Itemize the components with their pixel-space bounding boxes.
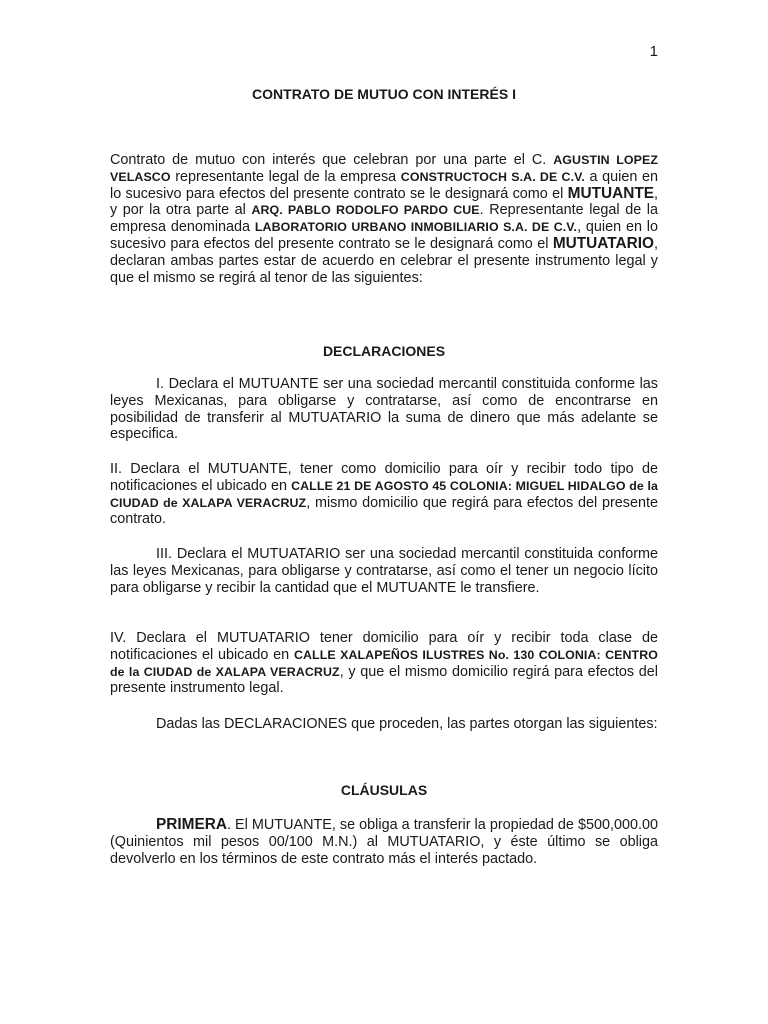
declaraciones-heading: DECLARACIONES <box>322 343 446 359</box>
mutuante-role: MUTUANTE <box>567 184 654 202</box>
declaraciones-closing: Dadas las DECLARACIONES que proceden, las partes otorgan las siguientes: <box>156 716 658 732</box>
intro-paragraph: Contrato de mutuo con interés que celebran por una parte el C. AGUSTIN LOPEZ VELASCO representante legal de la empresa CONSTRUCTOCH S.A. DE C.V. a quien en lo sucesivo para efectos del presente contrato se le designará como el MUTUANTE, y por la otra parte al ARQ. PABLO RODOLFO PARDO CUE. Representante legal de la empresa denominada LABORATORIO URBANO INMOBILIARIO S.A. DE C.V., quien en lo sucesivo para efectos del presente contrato se le designará como el MUTUATARIO, declaran ambas partes estar de acuerdo en celebrar el presente instrumento legal y que el mismo se regirá al tenor de las siguientes: <box>110 152 659 286</box>
clausulas-heading: CLÁUSULAS <box>340 782 428 798</box>
document-title: CONTRATO DE MUTUO CON INTERÉS I <box>252 86 516 102</box>
declaracion-i: I. Declara el MUTUANTE ser una sociedad mercantil constituida conforme las leyes Mexicanas, para obligarse y contratarse, así como de encontrarse en posibilidad de transferir al MUTUATARIO la suma de dinero que más adelante se especifica. <box>110 376 658 443</box>
mutuante-name: AGUSTIN LOPEZ VELASCO <box>110 153 658 184</box>
mutuante-company: CONSTRUCTOCH S.A. DE C.V. <box>400 169 585 184</box>
declaracion-iii: III. Declara el MUTUATARIO ser una sociedad mercantil constituida conforme las leyes Mexicanas, para obligarse y contratarse, así como el tener un negocio lícito para obligarse y recibir la cantidad que el MUTUANTE le transfiere. <box>110 546 658 596</box>
mutuatario-name: ARQ. PABLO RODOLFO PARDO CUE <box>251 203 480 218</box>
clausula-primera: PRIMERA. El MUTUANTE, se obliga a transferir la propiedad de $500,000.00 (Quinientos mil pesos 00/100 M.N.) al MUTUATARIO, y éste último se obliga devolverlo en los términos de este contrato más el interés pactado. <box>110 816 658 867</box>
declaracion-iv: IV. Declara el MUTUATARIO tener domicilio para oír y recibir toda clase de notificaciones el ubicado en CALLE XALAPEÑOS ILUSTRES No. 130 COLONIA: CENTRO de la CIUDAD de XALAPA VERACRUZ, y que el mismo domicilio regirá para efectos del presente instrumento legal. <box>110 630 658 697</box>
mutuatario-company: LABORATORIO URBANO INMOBILIARIO S.A. DE C.V. <box>254 220 578 235</box>
declaracion-ii: II. Declara el MUTUANTE, tener como domicilio para oír y recibir todo tipo de notificaciones el ubicado en CALLE 21 DE AGOSTO 45 COLONIA: MIGUEL HIDALGO de la CIUDAD de XALAPA VERACRUZ, mismo domicilio que regirá para efectos del presente contrato. <box>110 461 659 528</box>
clausula-primera-label: PRIMERA <box>156 816 227 833</box>
mutuante-address: CALLE 21 DE AGOSTO 45 COLONIA: MIGUEL HIDALGO de la CIUDAD de XALAPA VERACRUZ <box>110 478 658 510</box>
mutuatario-role: MUTUATARIO <box>552 234 654 252</box>
mutuatario-address: CALLE XALAPEÑOS ILUSTRES No. 130 COLONIA: CENTRO de la CIUDAD de XALAPA VERACRUZ <box>110 647 658 679</box>
page-number: 1 <box>649 43 658 60</box>
